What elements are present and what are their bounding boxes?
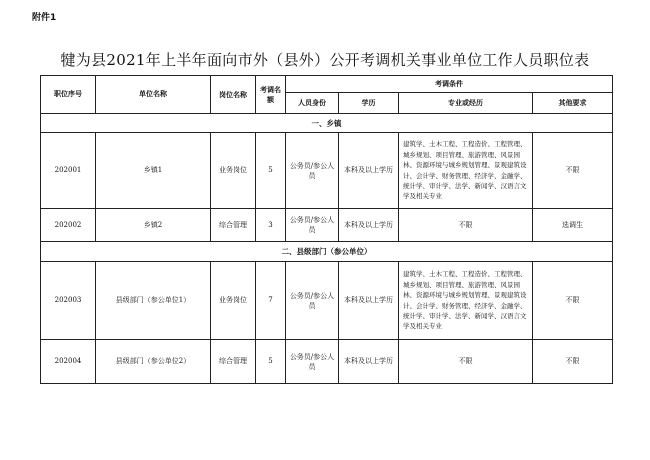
cell-other: 不限: [533, 262, 613, 340]
cell-other: 不限: [533, 133, 613, 209]
header-row-top: [41, 76, 613, 93]
cell-identity: 公务员/参公人员: [286, 340, 339, 384]
cell-other: 不限: [533, 340, 613, 384]
cell-quota: 5: [256, 340, 286, 384]
cell-position: 综合管理: [211, 340, 256, 384]
cell-unit: 县级部门（参公单位2）: [96, 340, 211, 384]
header-conditions: 考调条件: [286, 76, 613, 93]
section-row-township: [41, 114, 613, 133]
cell-code: 202001: [41, 133, 96, 209]
header-education: 学历: [339, 93, 399, 114]
page-title: 犍为县2021年上半年面向市外（县外）公开考调机关事业单位工作人员职位表: [60, 51, 590, 69]
cell-other: 选调生: [533, 209, 613, 242]
cell-position: 业务岗位: [211, 262, 256, 340]
cell-education: 本科及以上学历: [339, 262, 399, 340]
cell-quota: 3: [256, 209, 286, 242]
cell-unit: 乡镇1: [96, 133, 211, 209]
cell-education: 本科及以上学历: [339, 133, 399, 209]
cell-major: 建筑学、土木工程、工程造价、工程管理、城乡规划、项目管理、旅游管理、风景园林、资源环境与城乡规划管理、景观建筑设计、会计学、财务管理、经济学、金融学、统计学、审计学、法学、新闻学、汉语言文学及相关专业: [399, 133, 533, 209]
header-position: 岗位名称: [211, 76, 256, 114]
cell-identity: 公务员/参公人员: [286, 209, 339, 242]
section-row-county: [41, 242, 613, 262]
header-other: 其他要求: [533, 93, 613, 114]
position-table: [40, 75, 613, 384]
cell-identity: 公务员/参公人员: [286, 262, 339, 340]
cell-major: 不限: [399, 209, 533, 242]
cell-education: 本科及以上学历: [339, 340, 399, 384]
cell-major: 建筑学、土木工程、工程造价、工程管理、城乡规划、项目管理、旅游管理、风景园林、资源环境与城乡规划管理、景观建筑设计、会计学、财务管理、经济学、金融学、统计学、审计学、法学、新闻学、汉语言文学及相关专业: [399, 262, 533, 340]
table-row: [41, 133, 613, 209]
header-unit: 单位名称: [96, 76, 211, 114]
cell-position: 业务岗位: [211, 133, 256, 209]
header-identity: 人员身份: [286, 93, 339, 114]
cell-unit: 乡镇2: [96, 209, 211, 242]
header-quota: 考调名额: [256, 76, 286, 114]
table-row: [41, 209, 613, 242]
attachment-label: 附件1: [32, 13, 57, 23]
header-major: 专业或经历: [399, 93, 533, 114]
header-code: 职位序号: [41, 76, 96, 114]
cell-education: 本科及以上学历: [339, 209, 399, 242]
table-row: [41, 340, 613, 384]
cell-unit: 县级部门（参公单位1）: [96, 262, 211, 340]
cell-quota: 5: [256, 133, 286, 209]
cell-major: 不限: [399, 340, 533, 384]
section-title: 二、县级部门（参公单位）: [41, 242, 613, 262]
section-title: 一、乡镇: [41, 114, 613, 133]
cell-quota: 7: [256, 262, 286, 340]
cell-position: 综合管理: [211, 209, 256, 242]
cell-identity: 公务员/参公人员: [286, 133, 339, 209]
table-row: [41, 262, 613, 340]
cell-code: 202003: [41, 262, 96, 340]
cell-code: 202002: [41, 209, 96, 242]
cell-code: 202004: [41, 340, 96, 384]
